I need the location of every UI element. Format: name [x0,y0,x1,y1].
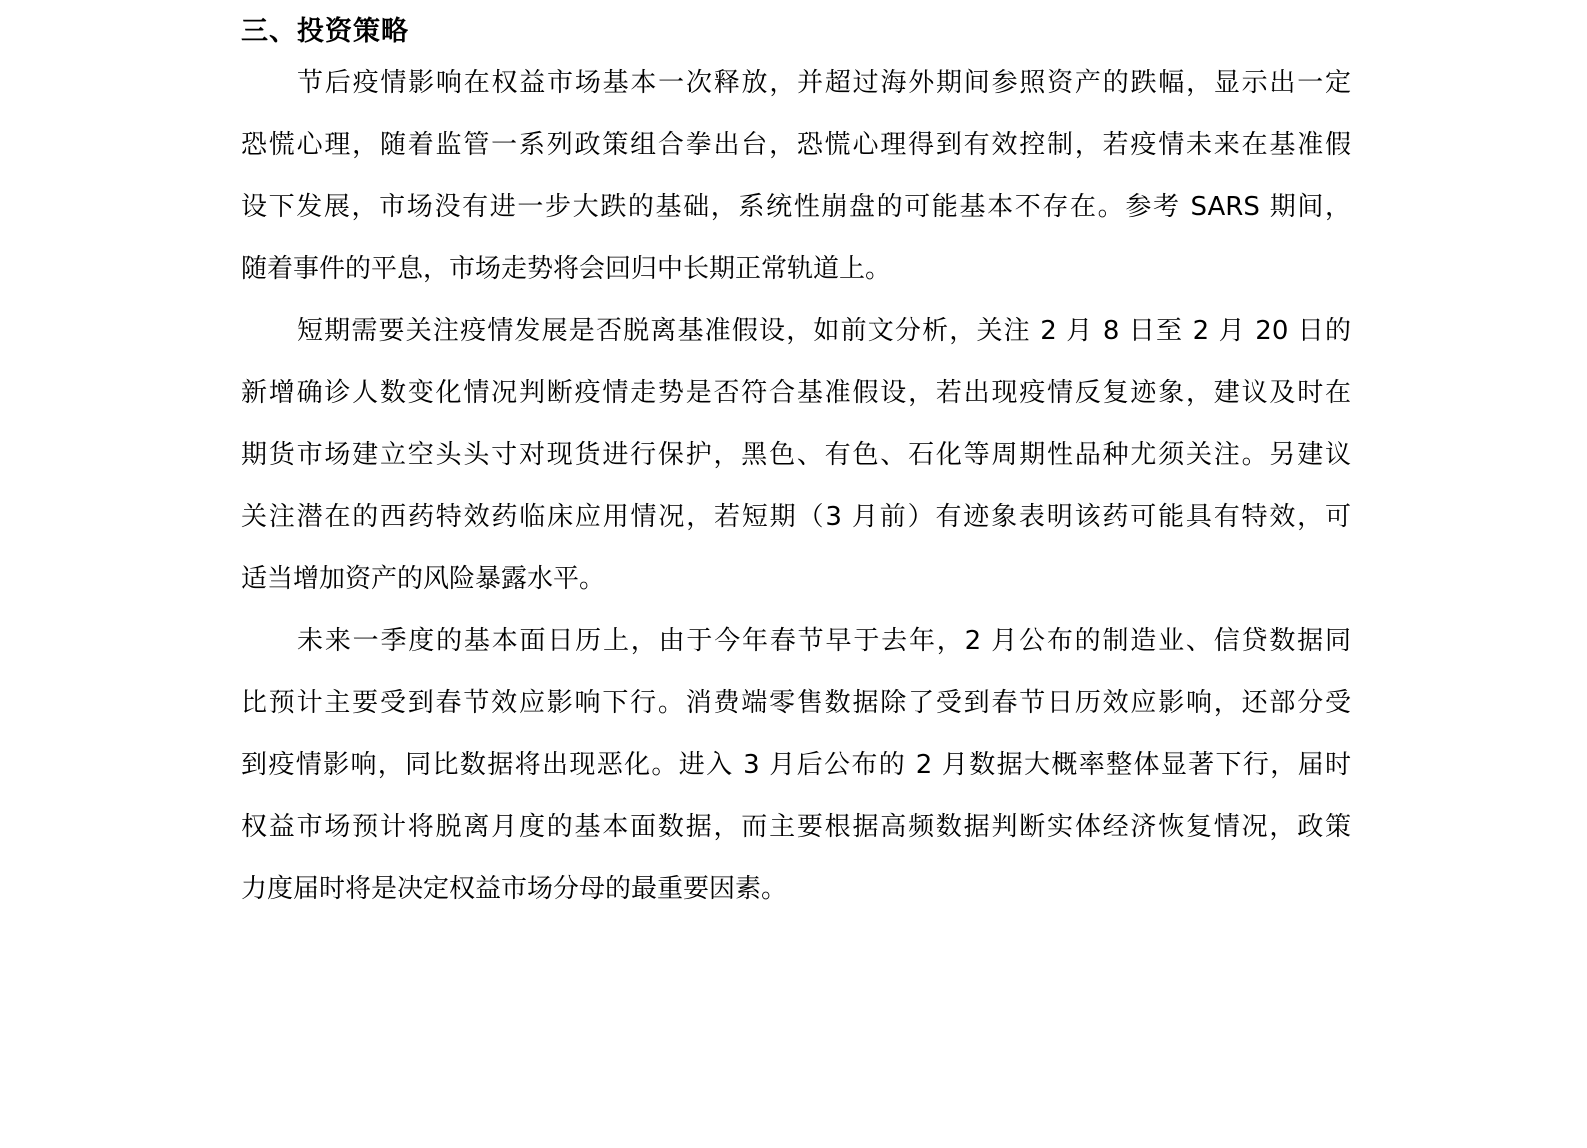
paragraph-line: 节后疫情影响在权益市场基本一次释放，并超过海外期间参照资产的跌幅，显示出一定 [297,68,1351,98]
paragraph-line: 未来一季度的基本面日历上，由于今年春节早于去年，2 月公布的制造业、信贷数据同 [297,626,1351,656]
paragraph-line: 适当增加资产的风险暴露水平。 [241,564,606,594]
document-body [241,12,1351,920]
paragraph-line: 恐慌心理，随着监管一系列政策组合拳出台，恐慌心理得到有效控制，若疫情未来在基准假 [241,130,1351,160]
paragraph-line: 权益市场预计将脱离月度的基本面数据，而主要根据高频数据判断实体经济恢复情况，政策 [241,812,1351,842]
paragraph-line: 随着事件的平息，市场走势将会回归中长期正常轨道上。 [241,254,892,284]
paragraph-3 [241,610,1351,920]
paragraph-line: 短期需要关注疫情发展是否脱离基准假设，如前文分析，关注 2 月 8 日至 2 月 20 日的 [297,316,1351,346]
paragraph-line: 力度届时将是决定权益市场分母的最重要因素。 [241,874,788,904]
paragraph-line: 设下发展，市场没有进一步大跌的基础，系统性崩盘的可能基本不存在。参考 SARS 期间， [241,192,1351,222]
paragraph-line: 期货市场建立空头头寸对现货进行保护，黑色、有色、石化等周期性品种尤须关注。另建议 [241,440,1351,470]
paragraph-line: 关注潜在的西药特效药临床应用情况，若短期（3 月前）有迹象表明该药可能具有特效，可 [241,502,1351,532]
paragraph-line: 到疫情影响，同比数据将出现恶化。进入 3 月后公布的 2 月数据大概率整体显著下行，届时 [241,750,1351,780]
paragraph-2 [241,300,1351,610]
section-title: 三、投资策略 [241,16,409,47]
paragraph-1 [241,52,1351,300]
paragraph-line: 新增确诊人数变化情况判断疫情走势是否符合基准假设，若出现疫情反复迹象，建议及时在 [241,378,1351,408]
paragraph-line: 比预计主要受到春节效应影响下行。消费端零售数据除了受到春节日历效应影响，还部分受 [241,688,1351,718]
